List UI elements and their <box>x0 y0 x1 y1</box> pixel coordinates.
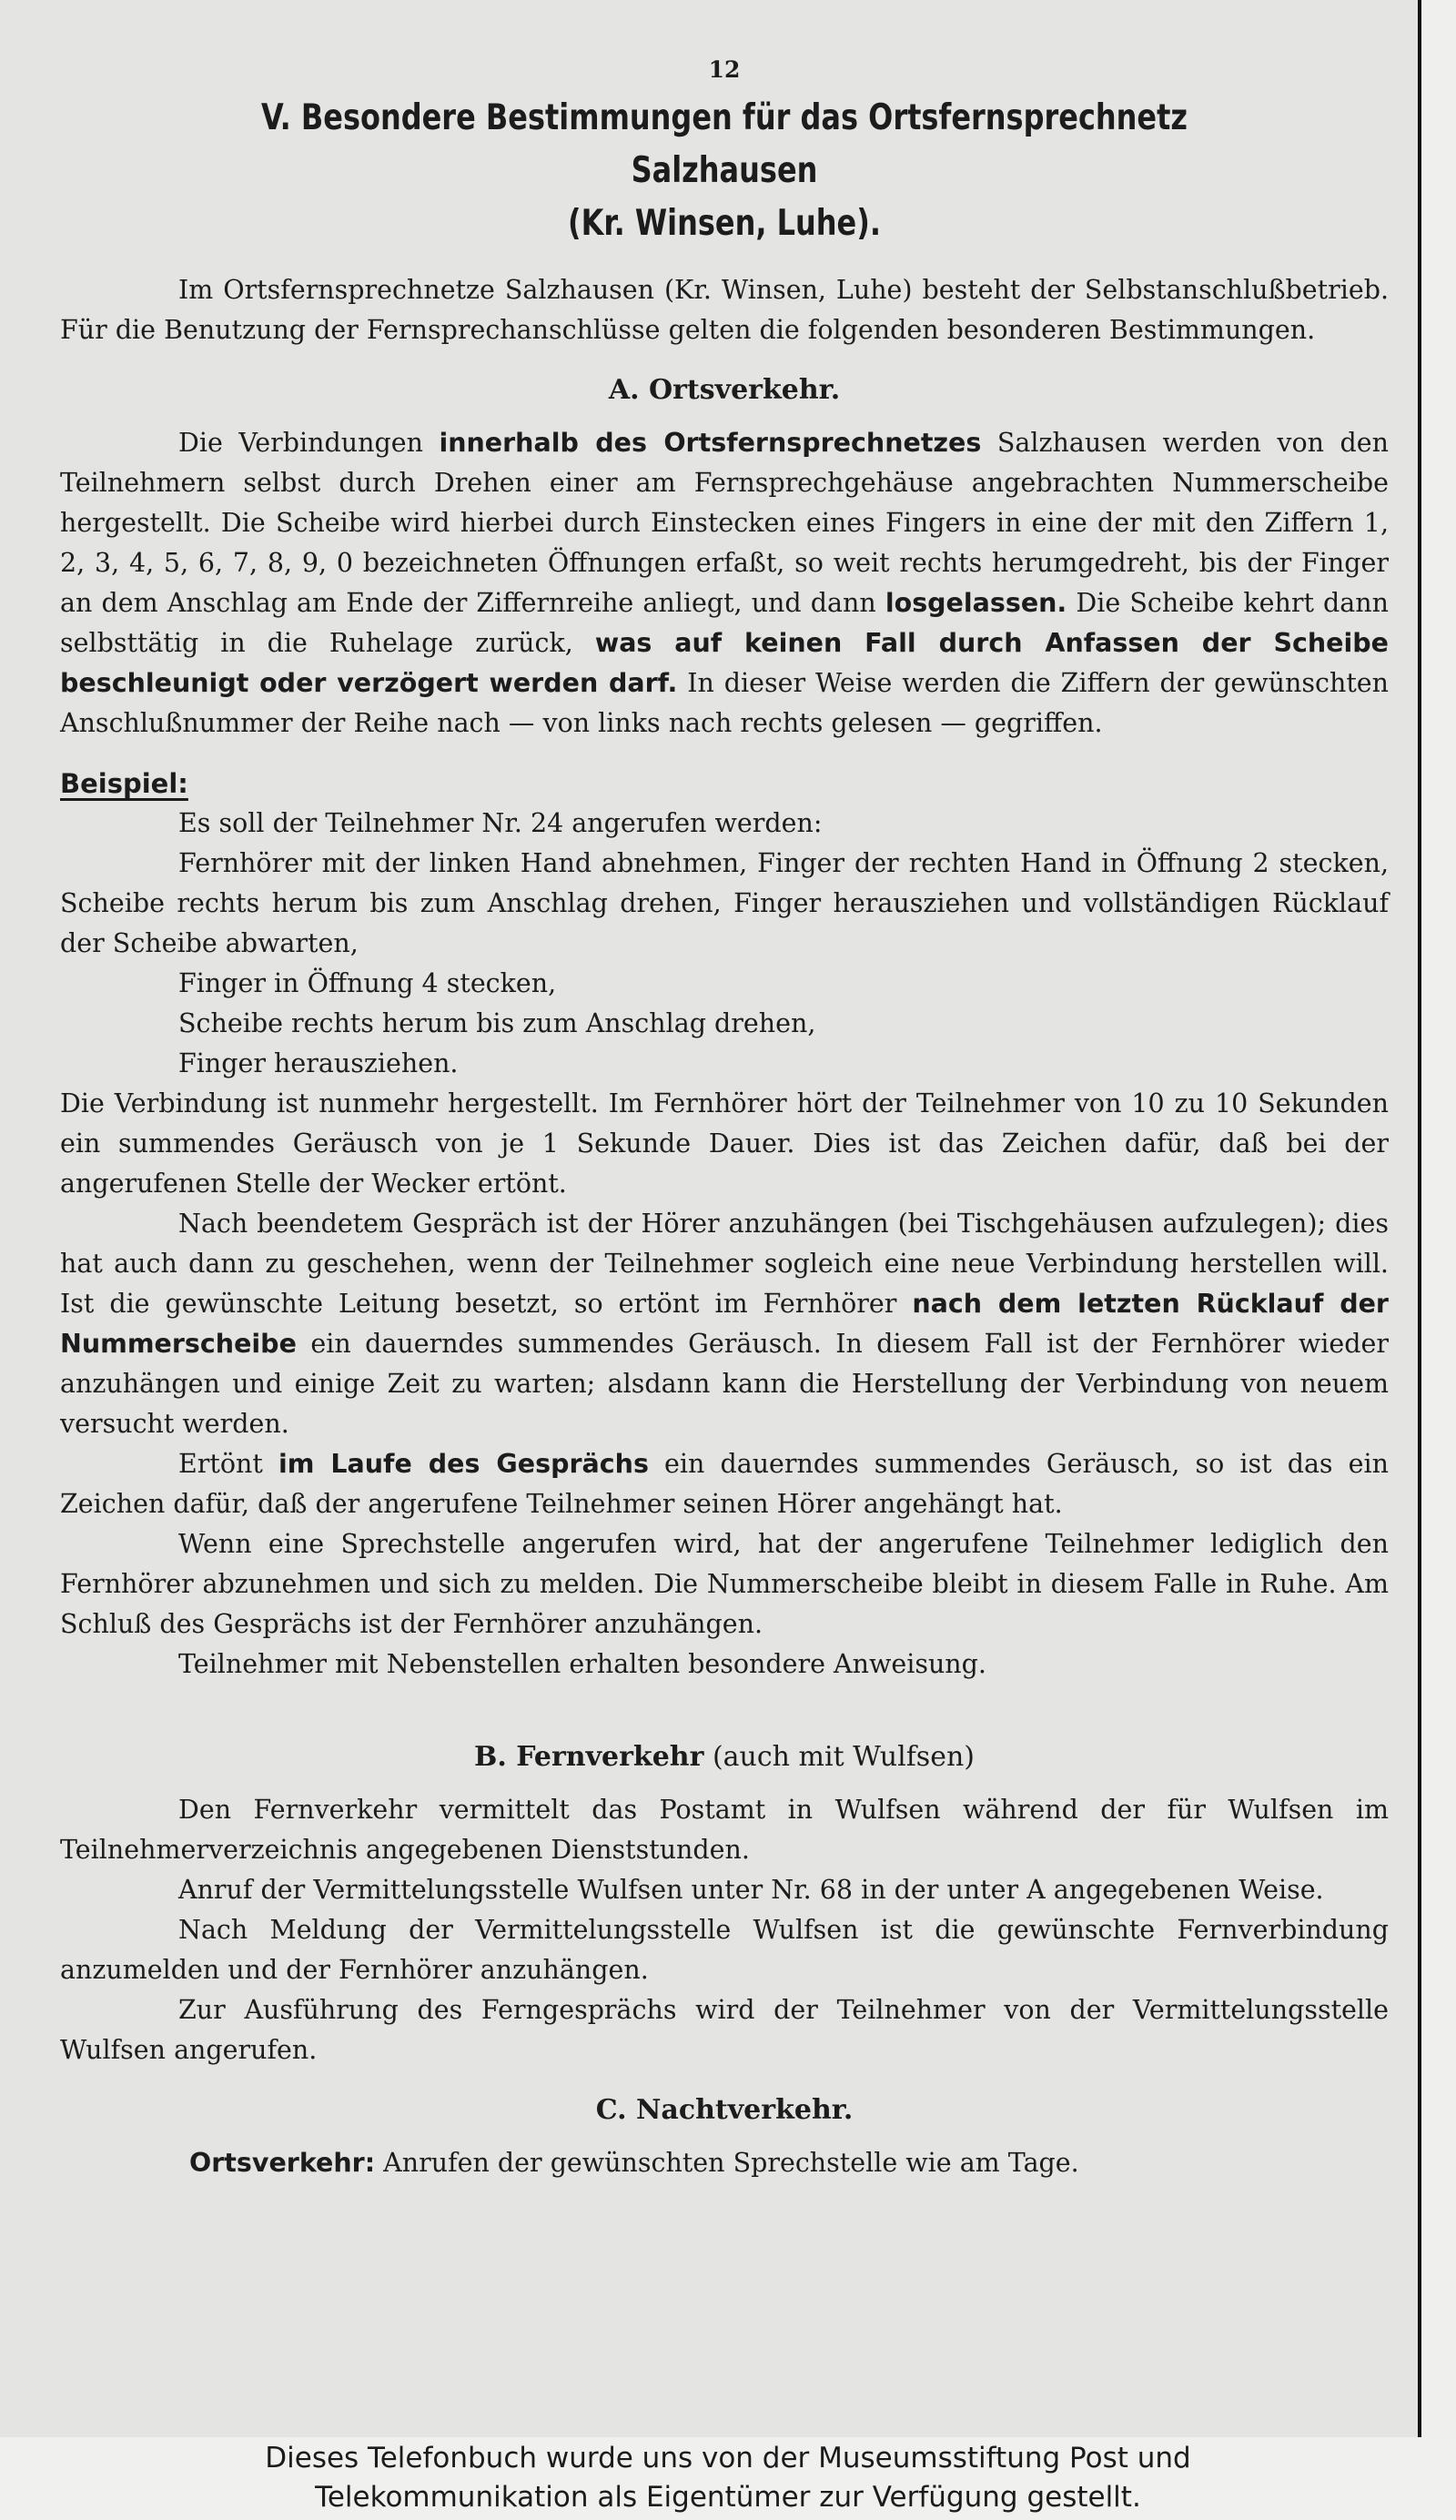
bold-text: nach dem letzten Rücklauf der Nummerscheibe <box>60 1289 1389 1359</box>
example-line: Fernhörer mit der linken Hand abnehmen, Finger der rechten Hand in Öffnung 2 stecken, Scheibe rechts herum bis zum Anschlag drehen, Finger herausziehen und vollständigen Rücklauf der Scheibe abwarten, <box>60 848 1389 958</box>
bold-text: Ortsverkehr: <box>189 2148 376 2178</box>
body-paragraph: Anruf der Vermittelungsstelle Wulfsen unter Nr. 68 in der unter A angegebenen Weise. <box>178 1875 1324 1905</box>
footer-notice <box>0 2437 1456 2520</box>
section-b-title <box>60 1737 1389 1777</box>
body-paragraph <box>60 2143 1389 2183</box>
footer-line: Telekommunikation als Eigentümer zur Verfügung gestellt. <box>315 2481 1141 2514</box>
text-run: Nach beendetem Gespräch ist der Hörer anzuhängen (bei Tischgehäusen aufzulegen); dies hat auch dann zu geschehen, wenn der Teilnehmer sogleich eine neue Verbindung herstellen will. Ist die gewünschte Leitung besetzt, so ertönt im Fernhörer <box>60 1209 1389 1319</box>
body-paragraph: Nach Meldung der Vermittelungsstelle Wulfsen ist die gewünschte Fernverbindung anzumelden und der Fernhörer anzuhängen. <box>60 1915 1389 1985</box>
example-line: Es soll der Teilnehmer Nr. 24 angerufen werden: <box>178 808 823 838</box>
intro-paragraph: Im Ortsfernsprechnetze Salzhausen (Kr. Winsen, Luhe) besteht der Selbstanschlußbetrieb. Für die Benutzung der Fernsprechanschlüsse gelten die folgenden besonderen Bestimmungen. <box>60 275 1389 345</box>
bold-text: innerhalb des Ortsfernsprechnetzes <box>439 428 982 458</box>
page-content <box>60 56 1389 2183</box>
body-paragraph <box>60 1204 1389 1444</box>
body-paragraph: Den Fernverkehr vermittelt das Postamt in Wulfsen während der für Wulfsen im Teilnehmerverzeichnis angegebenen Dienststunden. <box>60 1795 1389 1865</box>
body-paragraph: Zur Ausführung des Ferngesprächs wird der Teilnehmer von der Vermittelungsstelle Wulfsen angerufen. <box>60 1995 1389 2065</box>
text-run: ein dauerndes summendes Geräusch. In diesem Fall ist der Fernhörer wieder anzuhängen und einige Zeit zu warten; alsdann kann die Herstellung der Verbindung von neuem versucht werden. <box>60 1329 1389 1439</box>
example-line: Finger in Öffnung 4 stecken, <box>178 968 557 998</box>
example-label: Beispiel: <box>60 768 188 799</box>
footer-line: Dieses Telefonbuch wurde uns von der Museumsstiftung Post und <box>265 2442 1191 2474</box>
example-result: Die Verbindung ist nunmehr hergestellt. Im Fernhörer hört der Teilnehmer von 10 zu 10 Sekunden ein summendes Geräusch von je 1 Sekunde Dauer. Dies ist das Zeichen dafür, daß bei der angerufenen Stelle der Wecker ertönt. <box>60 1088 1389 1199</box>
page-subtitle: (Kr. Winsen, Luhe). <box>567 203 882 244</box>
text-run: Salzhausen werden von den Teilnehmern selbst durch Drehen einer am Fernsprechgehäuse angebrachten Nummerscheibe hergestellt. Die Scheibe wird hierbei durch Einstecken eines Fingers in eine der mit den Ziffern 1, 2, 3, 4, 5, 6, 7, 8, 9, 0 bezeichneten Öffnungen erfaßt, so weit rechts herumgedreht, bis der Finger an dem Anschlag am Ende der Ziffernreihe anliegt, und dann <box>60 428 1389 618</box>
text-run: Ertönt <box>178 1449 278 1479</box>
example-line: Scheibe rechts herum bis zum Anschlag drehen, <box>178 1008 816 1038</box>
text-run: Die Scheibe kehrt dann selbsttätig in die Ruhelage zurück, <box>60 588 1390 658</box>
section-a-paragraph <box>60 423 1389 744</box>
text-run: In dieser Weise werden die Ziffern der gewünschten Anschlußnummer der Reihe nach — von links nach rechts gelesen — gegriffen. <box>60 668 1389 738</box>
page-margin <box>1421 0 1456 2437</box>
section-b-title-bold: B. Fernverkehr <box>474 1741 704 1773</box>
body-paragraph: Teilnehmer mit Nebenstellen erhalten besondere Anweisung. <box>178 1649 986 1679</box>
bold-text: was auf keinen Fall durch Anfassen der Scheibe beschleunigt oder verzögert werden darf. <box>60 628 1389 698</box>
bold-text: losgelassen. <box>885 588 1067 618</box>
text-run: Anrufen der gewünschten Sprechstelle wie am Tage. <box>375 2148 1079 2178</box>
text-run: ein dauerndes summendes Geräusch, so ist das ein Zeichen dafür, daß der angerufene Teilnehmer seinen Hörer angehängt hat. <box>60 1449 1389 1519</box>
body-paragraph <box>60 1444 1389 1524</box>
page-number: 12 <box>708 56 741 83</box>
body-paragraph: Wenn eine Sprechstelle angerufen wird, hat der angerufene Teilnehmer lediglich den Fernhörer abzunehmen und sich zu melden. Die Nummerscheibe bleibt in diesem Falle in Ruhe. Am Schluß des Gesprächs ist der Fernhörer anzuhängen. <box>60 1529 1389 1639</box>
page-title: V. Besondere Bestimmungen für das Ortsfernsprechnetz Salzhausen <box>260 97 1188 191</box>
text-run: Die Verbindungen <box>178 428 440 458</box>
section-c-title: C. Nachtverkehr. <box>595 2094 854 2126</box>
section-b-title-rest: (auch mit Wulfsen) <box>703 1741 975 1773</box>
bold-text: im Laufe des Gesprächs <box>278 1449 649 1479</box>
section-a-title: A. Ortsverkehr. <box>608 374 841 406</box>
example-line: Finger herausziehen. <box>178 1048 459 1078</box>
